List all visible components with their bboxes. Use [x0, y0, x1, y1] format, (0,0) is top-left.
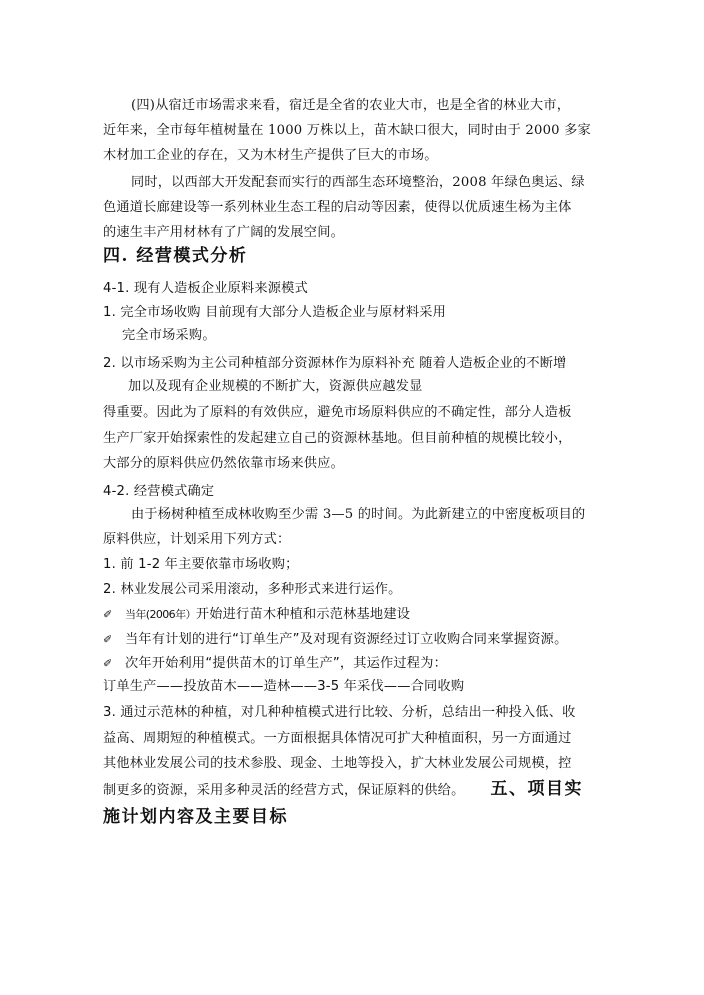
para-policy-line-3: 的速生丰产用材林有了广阔的发展空间。 — [103, 225, 344, 240]
section-5-heading-part-1: 五、项目实 — [490, 779, 583, 799]
para-mode-line-1: 由于杨树种植至成林收购至少需 3—5 的时间。为此新建立的中密度板项目的 — [131, 507, 586, 522]
item-3-line-3: 其他林业发展公司的技术参股、现金、土地等投入，扩大林业发展公司规模，控 — [103, 756, 572, 771]
bullet-1-text: 开始进行苗木种植和示范林基地建设 — [195, 607, 411, 622]
mode-item-1: 1. 前 1-2 年主要依靠市场收购； — [103, 557, 299, 572]
item-1-line-2: 完全市场采购。 — [122, 328, 216, 343]
item-2-line-5: 大部分的原料供应仍然依靠市场来供应。 — [103, 456, 344, 471]
section-4-heading: 四. 经营模式分析 — [103, 246, 248, 266]
bullet-2-text: 当年有计划的进行“订单生产”及对现有资源经过订立收购合同来掌握资源。 — [125, 632, 568, 647]
pencil-bullet-icon: ✐ — [103, 608, 113, 621]
item-2-line-1: 2. 以市场采购为主公司种植部分资源林作为原料补充 随着人造板企业的不断增 — [103, 356, 567, 371]
mode-item-2: 2. 林业发展公司采用滚动，多种形式来进行运作。 — [103, 582, 402, 597]
item-2-line-3: 得重要。因此为了原料的有效供应，避免市场原料供应的不确定性，部分人造板 — [103, 405, 572, 420]
item-2-line-2: 加以及现有企业规模的不断扩大，资源供应越发显 — [128, 379, 423, 394]
bullet-item-2 — [103, 631, 567, 649]
item-3-line-2: 益高、周期短的种植模式。一方面根据具体情况可扩大种植面积，另一方面通过 — [103, 731, 572, 746]
bullet-item-1 — [103, 606, 410, 624]
item-2-line-4: 生产厂家开始探索性的发起建立自己的资源林基地。但目前种植的规模比较小， — [103, 431, 572, 446]
bullet-item-3 — [103, 655, 447, 673]
item-3-line-4 — [103, 778, 583, 800]
subsection-4-2-heading: 4-2. 经营模式确定 — [103, 484, 215, 499]
pencil-bullet-icon: ✐ — [103, 633, 113, 646]
item-3-line-4-text: 制更多的资源，采用多种灵活的经营方式，保证原料的供给。 — [103, 783, 465, 798]
para-market-line-2: 近年来，全市每年植树量在 1000 万株以上，苗木缺口很大，同时由于 2000 多家 — [103, 123, 591, 138]
bullet-1-year: 当年(2006年） — [125, 608, 196, 621]
item-1-line-1: 1. 完全市场收购 目前现有大部分人造板企业与原材料采用 — [103, 305, 447, 320]
para-mode-line-2: 原料供应，计划采用下列方式： — [103, 532, 291, 547]
para-market-line-1: (四)从宿迁市场需求来看，宿迁是全省的农业大市，也是全省的林业大市， — [131, 98, 571, 113]
process-flow: 订单生产——投放苗木——造林——3-5 年采伐——合同收购 — [103, 679, 465, 694]
section-5-heading-part-2: 施计划内容及主要目标 — [103, 807, 288, 827]
pencil-bullet-icon: ✐ — [103, 657, 113, 670]
bullet-3-text: 次年开始利用“提供苗木的订单生产”，其运作过程为： — [125, 656, 447, 671]
item-3-line-1: 3. 通过示范林的种植，对几种种植模式进行比较、分析，总结出一种投入低、收 — [103, 705, 576, 720]
subsection-4-1-heading: 4-1. 现有人造板企业原料来源模式 — [103, 281, 308, 296]
para-market-line-3: 木材加工企业的存在，又为木材生产提供了巨大的市场。 — [103, 148, 438, 163]
para-policy-line-1: 同时，以西部大开发配套而实行的西部生态环境整治，2008 年绿色奥运、绿 — [131, 175, 585, 190]
para-policy-line-2: 色通道长廊建设等一系列林业生态工程的启动等因素，使得以优质速生杨为主体 — [103, 200, 572, 215]
